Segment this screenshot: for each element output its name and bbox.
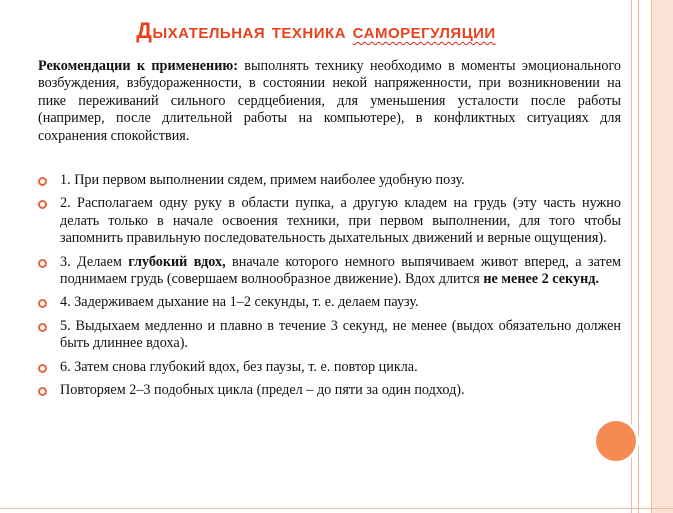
bullet-icon	[38, 299, 47, 308]
title-part-2-spellcheck: саморегуляции	[352, 18, 496, 43]
steps-list	[38, 172, 621, 405]
title-part-1: Дыхательная техника	[136, 18, 353, 43]
step-text-bold-b: глубокий вдох,	[128, 253, 226, 270]
intro-text: выполнять технику необходимо в моменты эмоционального возбуждения, взбудораженности, в состоянии некой напряженности, при возникновении на пике переживаний сильного сердцебиения, для уменьшения усталости после работы (например, после длительной работы на компьютере), в конфликтных ситуациях для сохранения спокойствия.	[38, 58, 621, 144]
step-text-bold-d: не менее 2 секунд.	[483, 271, 600, 288]
bullet-icon	[38, 177, 47, 186]
list-item	[38, 318, 621, 353]
list-item	[38, 172, 621, 189]
bottom-line-decoration	[0, 508, 673, 509]
bullet-icon	[38, 259, 47, 268]
border-line-decoration	[638, 0, 639, 513]
list-item	[38, 359, 621, 376]
list-item	[38, 195, 621, 247]
border-band-decoration	[651, 0, 673, 513]
bullet-icon	[38, 387, 47, 396]
list-item	[38, 254, 621, 289]
slide-title	[0, 18, 632, 44]
step-text: 2. Располагаем одну руку в области пупка, а другую кладем на грудь (эту часть нужно делать только в начале освоения техники, при первом выполнении, для того чтобы запомнить правильную последовательность дыхательных движений и верные ощущения).	[60, 195, 621, 247]
list-item	[38, 294, 621, 311]
list-item	[38, 382, 621, 399]
step-text: Повторяем 2–3 подобных цикла (предел – до пяти за один подход).	[60, 382, 465, 399]
bullet-icon	[38, 200, 47, 209]
bullet-icon	[38, 364, 47, 373]
bullet-icon	[38, 323, 47, 332]
step-text: 5. Выдыхаем медленно и плавно в течение 3 секунд, не менее (выдох обязательно должен быть длиннее вдоха).	[60, 317, 621, 352]
intro-bold-label: Рекомендации к применению:	[38, 58, 238, 74]
step-text-a: 3. Делаем	[60, 253, 129, 270]
step-text: 4. Задерживаем дыхание на 1–2 секунды, т. е. делаем паузу.	[60, 294, 419, 311]
intro-paragraph	[38, 58, 621, 145]
step-text: 6. Затем снова глубокий вдох, без паузы, т. е. повтор цикла.	[60, 358, 418, 375]
step-text: 1. При первом выполнении сядем, примем наиболее удобную позу.	[60, 172, 465, 188]
step-text-c: вначале которого немного выпячиваем живот вперед, а затем поднимаем грудь (совершаем волнообразное движение). Вдох длится	[60, 253, 621, 288]
accent-circle-decoration	[596, 421, 636, 461]
